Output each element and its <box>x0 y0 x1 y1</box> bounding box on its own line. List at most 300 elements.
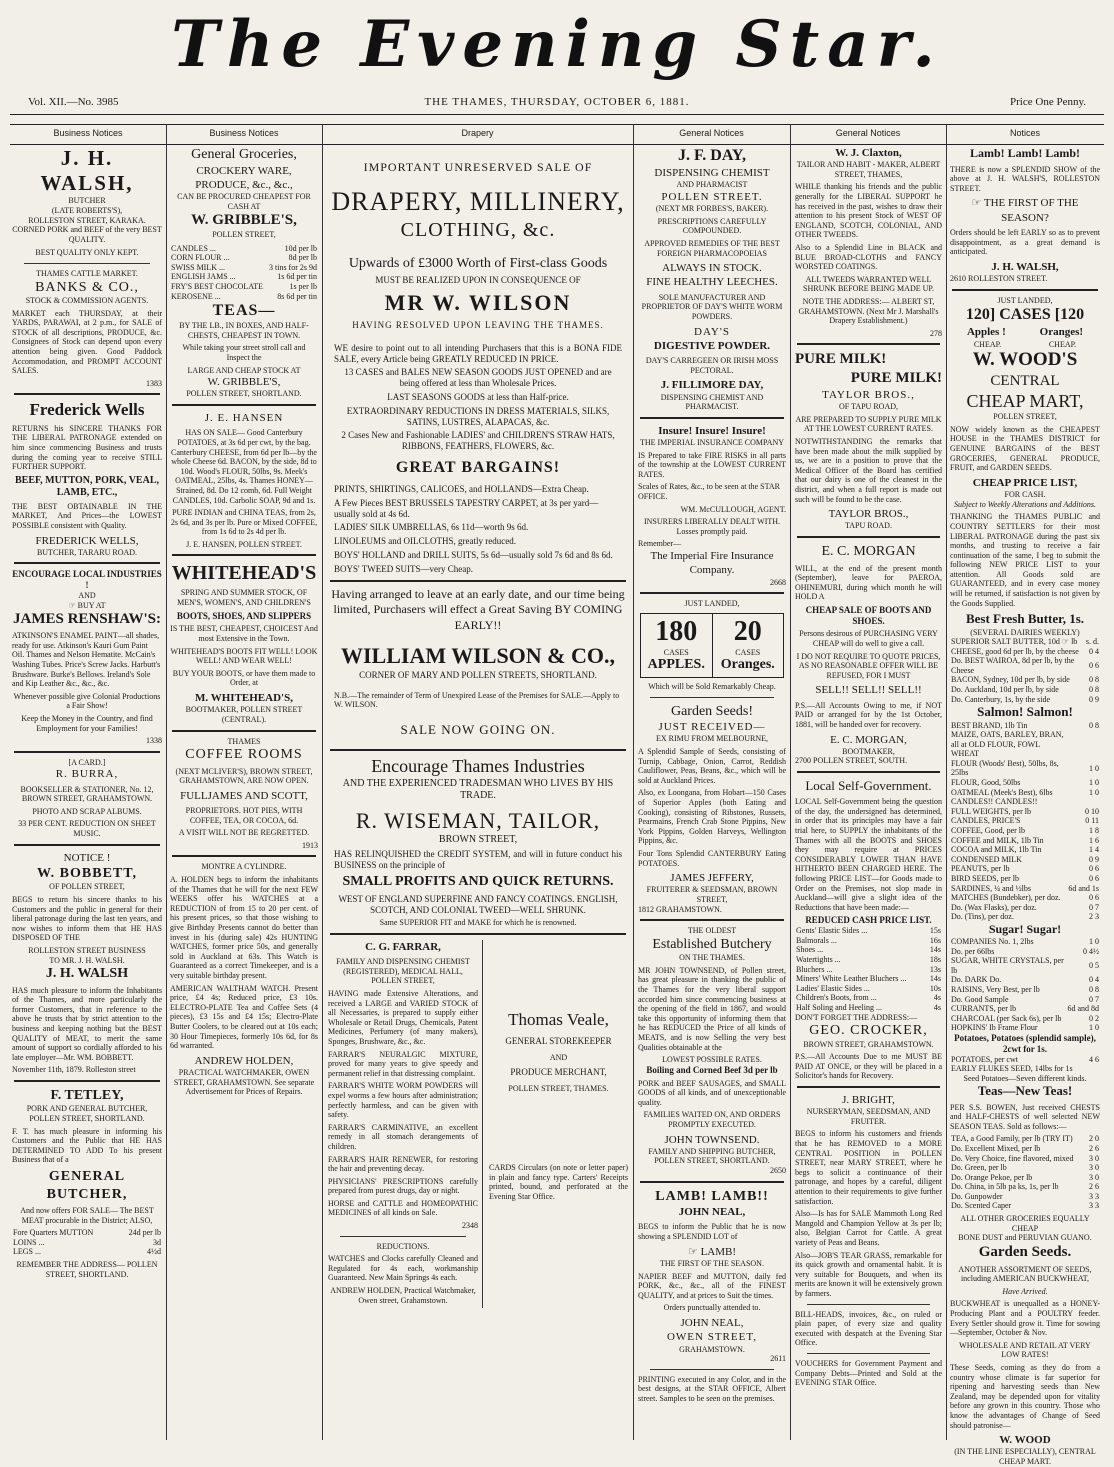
price-row <box>950 695 1100 705</box>
ad-text: LARGE AND CHEAP STOCK AT <box>187 365 301 375</box>
ad-text: (SEVERAL DAIRIES WEEKLY) <box>970 627 1080 637</box>
ad-text: (NEXT MCLIVER'S), BROWN STREET, GRAHAMSTOWN, ARE NOW OPEN. <box>175 766 313 786</box>
price-table <box>950 721 1100 922</box>
price-value: 0 10 <box>1085 806 1099 816</box>
price-item: Do. Excellent Mixed, per lb <box>951 1143 1041 1153</box>
ad-text: Seed Potatoes—Seven different kinds. <box>963 1073 1087 1083</box>
price-row <box>950 647 1100 657</box>
ad-text: POLLEN STREET, THAMES. <box>508 1083 609 1093</box>
ad-text: Same SUPERIOR FIT and MAKE for which he is renowned. <box>379 918 577 928</box>
price-row <box>950 1201 1100 1211</box>
ad-text: PER S.S. BOWEN, Just received CHESTS and HALF-CHESTS of well selected NEW SEASON TEAS. Sold as follows:— <box>950 1102 1100 1131</box>
price-row <box>950 1163 1100 1173</box>
price-row <box>950 826 1100 836</box>
ad-text: NOW widely known as the CHEAPEST HOUSE in the THAMES DISTRICT for GENUINE BARGAINS of the BEST GROCERIES, GENERAL PRODUCE, FRUIT, and GARDEN SEEDS. <box>950 424 1100 473</box>
price-table <box>950 1055 1100 1074</box>
ad-text: WEST OF ENGLAND SUPERFINE AND FANCY COATINGS. ENGLISH, SCOTCH, AND COLONIAL TWEED—WELL SHRUNK. <box>338 893 618 915</box>
ad-text: WATCHES and Clocks carefully Cleaned and Regulated for 4s each, workmanship Guaranteed. New Main Springs 4s each. <box>328 1254 478 1283</box>
volume-number: Vol. XII.—No. 3985 <box>28 96 119 108</box>
price-item: POTATOES, per cwt <box>951 1054 1018 1064</box>
price-value: 4s <box>933 1002 941 1012</box>
ad-heading: The Imperial Fire Insurance Company. <box>650 550 774 577</box>
price-row <box>950 1144 1100 1154</box>
price-value: 0 4½ <box>1083 946 1099 956</box>
price-row <box>950 1192 1100 1202</box>
price-row <box>795 945 942 955</box>
price-value: 8d per lb <box>288 253 317 263</box>
issue-date: THE THAMES, THURSDAY, OCTOBER 6, 1881. <box>424 96 690 108</box>
ad-text: Whenever possible give Colonial Productions a Fair Show! <box>13 691 161 711</box>
price-value: 4s <box>933 993 941 1003</box>
ad-text: NURSERYMAN, SEEDSMAN, AND FRUITER. <box>806 1107 931 1126</box>
price-value: 1 0 <box>1089 936 1099 946</box>
ad-text: NOTWITHSTANDING the remarks that have been made about the milk supplied by us, we are in a position to prove that the Medical Officer of the Board has certified that our dairy is one of the cleanest in the district, and when a full report is made out such will be found to be the case. <box>795 436 942 504</box>
ad-text: A Splendid Sample of Seeds, consisting of Turnip, Cabbage, Onion, Carrot, Reddish Cauliflower, Peas, Beans, &c., which will be sold at Auckland Prices. <box>638 746 786 785</box>
price-item: FULL WEIGHTS, per lb <box>951 806 1031 816</box>
price-table <box>170 244 318 302</box>
ad-heading: GENERAL BUTCHER, <box>46 1169 128 1202</box>
ad-text: IS THE BEST, CHEAPEST, CHOICEST And most Extensive in the Town. <box>170 624 318 644</box>
price-value: 0 9 <box>1089 694 1099 704</box>
price-value: 4 6 <box>1089 1054 1099 1064</box>
ad-text: THE FIRST OF THE SEASON. <box>660 1258 764 1268</box>
ad-heading: JOHN TOWNSEND. <box>664 1133 760 1146</box>
ad-text: EXTRAORDINARY REDUCTIONS IN DRESS MATERIALS, SILKS, SATINS, LUSTRES, ALAPACAS, &c. <box>346 405 610 427</box>
ad-text: EX RIMU FROM MELBOURNE, <box>655 734 768 744</box>
ad-text: THERE is now a SPLENDID SHOW of the above at J. H. WALSH'S, ROLLESTON STREET. <box>950 164 1100 193</box>
price-value: 1s 6d per tin <box>277 272 317 282</box>
ad-text: ALWAYS IN STOCK. <box>662 262 762 275</box>
price-row <box>950 836 1100 846</box>
ad-heading: GEO. CROCKER, <box>809 1023 928 1039</box>
ad-text: CORNED PORK and BEEF of the very BEST QUALITY. <box>12 225 162 244</box>
ad-text: WE desire to point out to all intending Purchasers that this is a BONA FIDE SALE, every Article being GREATLY REDUCED IN PRICE. <box>334 342 622 364</box>
price-value <box>1067 730 1100 759</box>
column-heading: Drapery <box>461 128 494 138</box>
ad-text: GENERAL STOREKEEPER <box>505 1036 612 1047</box>
ad-text: SOLE MANUFACTURER AND PROPRIETOR OF DAY'S WHITE WORM POWDERS. <box>641 292 783 321</box>
price-value: 0 7 <box>1089 902 1099 912</box>
ad-text: BOYS' TWEED SUITS—very Cheap. <box>334 563 473 574</box>
case-count: 20 <box>733 615 762 647</box>
price-item: COMPANIES No. 1, 2lbs <box>951 936 1034 946</box>
price-row <box>795 974 942 984</box>
price-item: COFFEE, Good, per lb <box>951 826 1025 836</box>
ad-text: SPRING AND SUMMER STOCK, OF MEN'S, WOMEN'S, AND CHILDREN'S <box>177 588 311 608</box>
ad-heading: W. BOBBETT, <box>36 865 138 881</box>
ad-text: REMEMBER THE ADDRESS— POLLEN STREET, SHORTLAND. <box>16 1260 158 1279</box>
price-row <box>950 1055 1100 1065</box>
ad-heading: J. H. WALSH, <box>40 146 134 196</box>
price-value: 0 6 <box>1089 661 1099 671</box>
ad-heading: COFFEE ROOMS <box>185 747 303 763</box>
price-item: SUPERIOR SALT BUTTER, 10d ☞ lb <box>951 637 1078 647</box>
column-general-notices-1 <box>638 146 786 1436</box>
ad-text: Also—Is has for SALE Mammoth Long Red Mangold and Champion Yellow at 3s per lb; also, Belgian Carrot for Cattle. A great variety of Peas and Beans. <box>795 1209 942 1248</box>
price-item: EARLY FLUKES SEED, 14lbs for 1s <box>951 1064 1073 1074</box>
ad-heading: J. H. WALSH <box>45 966 129 982</box>
ad-text: [A CARD.] <box>68 757 106 767</box>
ad-text: VOUCHERS for Government Payment and Company Debts—Printed and Sold at the EVENING STAR Office. <box>795 1358 942 1388</box>
price-value: 2 6 <box>1089 1182 1099 1192</box>
column-business-notices-1 <box>12 146 162 1436</box>
ad-text: LINOLEUMS and OILCLOTHS, greatly reduced. <box>334 536 516 547</box>
ad-text: PHOTO AND SCRAP ALBUMS. <box>32 806 142 816</box>
ad-text: A Few Pieces BEST BRUSSELS TAPESTRY CARPET, at 3s per yard—usually sold at 4s 6d. <box>334 497 599 519</box>
ad-text: ALL TWEEDS WARRANTED WELL SHRUNK BEFORE BEING MADE UP. <box>803 274 934 294</box>
ad-text: MUST BE REALIZED UPON IN CONSEQUENCE OF <box>375 274 581 285</box>
ad-text: LADIES' SILK UMBRELLAS, 6s 11d—worth 9s 6d. <box>334 522 529 533</box>
ad-text: HAS ON SALE— Good Canterbury POTATOES, at 3s 6d per cwt, by the bag. Canterbury CHEESE, from 6d per lb—by the whole Cheese 6d. BACON, by the side, 8d to 10d. Wood's FLOUR, 50lbs, 9s. Meek's OATMEAL, 25lbs, 4s. Thames HONEY—Strained, 8d. Do 12 comb, 6d. Full Weight CANDLES, 10d. Carbolic SOAP, 9d and 1s. <box>171 428 317 505</box>
price-value <box>1067 797 1100 807</box>
ad-heading: W. GRIBBLE'S, <box>207 376 281 389</box>
ad-text: THAMES CATTLE MARKET. <box>36 268 138 278</box>
column-heading: General Notices <box>835 128 901 138</box>
price-row <box>170 272 318 282</box>
ad-text: INSURERS LIBERALLY DEALT WITH. Losses promptly paid. <box>643 517 781 536</box>
price-item: COFFEE and MILK, 1lb Tin <box>951 835 1044 845</box>
ad-text: HORSE and CATTLE and HOMEOPATHIC MEDICINES of all kinds on Sale. <box>328 1198 478 1218</box>
price-value: 0 4 <box>1089 975 1099 985</box>
ad-text: TAPU ROAD. <box>845 521 892 531</box>
ad-text: ALL OTHER GROCERIES EQUALLY CHEAP <box>960 1214 1090 1233</box>
ad-heading: Insure! Insure! Insure! <box>658 424 766 437</box>
price-value: 1 0 <box>1089 787 1099 797</box>
ad-text: CHEAP SALE OF BOOTS AND SHOES. <box>805 604 932 626</box>
column-divider <box>166 124 167 1440</box>
price-item: MAIZE, OATS, BARLEY, BRAN, all at OLD FLOUR, FOWL WHEAT <box>951 730 1064 759</box>
ad-text: Orders punctually attended to. <box>663 1303 761 1313</box>
price-item: Do. per 66lbs <box>951 946 995 956</box>
price-item: SUGAR, WHITE CRYSTALS, per lb <box>951 956 1064 975</box>
ad-text: IMPORTANT UNRESERVED SALE OF <box>363 160 593 174</box>
ad-text: CHEAP. <box>973 339 1002 349</box>
ad-heading: DRAPERY, MILLINERY, <box>331 186 625 216</box>
price-item: KEROSENE ... <box>171 291 221 301</box>
ad-text: LAST SEASONS GOODS at less than Half-price. <box>387 392 569 403</box>
ad-text: FAMILIES WAITED ON, AND ORDERS PROMPTLY EXECUTED. <box>643 1110 781 1129</box>
price-row <box>950 956 1100 975</box>
column-drapery <box>328 146 628 1436</box>
ad-text: TAILOR AND HABIT - MAKER, ALBERT STREET, THAMES, <box>796 160 941 179</box>
ad-text: 13 CASES and BALES NEW SEASON GOODS JUST OPENED and are being offered at less than Wholesale Prices. <box>344 367 612 389</box>
newspaper-title: The Evening Star. <box>171 7 943 82</box>
ad-text: Remember— <box>638 539 682 549</box>
price-item: CHEESE, good 6d per lb, by the cheese <box>951 646 1079 656</box>
ad-text: These Seeds, coming as they do from a country whose climate is far superior for ripening and harvesting seeds than New Zealand, may be depended upon for vitality before any grown in this country. Those who know the advantages of Change of Seed should patronise— <box>950 1362 1100 1430</box>
ad-text: Apples ! <box>966 326 1006 339</box>
price-row <box>950 797 1100 807</box>
ad-text: THE BEST OBTAINABLE IN THE MARKET, And Prices—the LOWEST POSSIBLE consistent with Quality. <box>12 501 162 530</box>
price-row <box>950 1182 1100 1192</box>
ad-text: N.B.—The remainder of Term of Unexpired Lease of the Premises for SALE.—Apply to W. WILSON. <box>334 690 620 710</box>
ad-text: Oranges! <box>1039 326 1084 339</box>
price-item: Do. Gunpowder <box>951 1191 1003 1201</box>
price-row <box>795 926 942 936</box>
ad-text: RETURNS his SINCERE THANKS FOR THE LIBERAL PATRONAGE extended on him since commencing Business and trusts during the coming year to receive STILL FURTHER SUPPORT. <box>12 423 162 472</box>
header-rule <box>10 114 1104 115</box>
ad-text: Which will be Sold Remarkably Cheap. <box>648 682 776 691</box>
price-row <box>170 253 318 263</box>
ad-heading: GREAT BARGAINS! <box>395 459 561 477</box>
price-value <box>1087 1064 1100 1074</box>
ad-heading: Thomas Veale, <box>508 1009 609 1029</box>
ad-heading: TAYLOR BROS., <box>822 388 915 401</box>
ad-text: THAMES <box>227 736 261 746</box>
ad-heading: Garden Seeds! <box>670 703 754 719</box>
price-value: 2 3 <box>1089 912 1099 922</box>
ad-text: F. T. has much pleasure in informing his Customers and the Public that HE HAS DETERMINED TO ADD To his present Business that of a <box>12 1126 162 1165</box>
ad-heading: W. WOOD'S <box>972 349 1078 371</box>
price-row <box>950 759 1100 778</box>
ad-text: I DO NOT REQUIRE TO QUOTE PRICES, AS NO REASONABLE OFFER WILL BE REFUSED, FOR I MUST <box>796 651 941 680</box>
price-item: BIRD SEEDS, per lb <box>951 874 1019 883</box>
ad-heading: J. H. WALSH, <box>991 260 1059 273</box>
price-value: 4½d <box>147 1247 161 1257</box>
ad-text: OF TAPU ROAD, <box>839 402 898 412</box>
ad-text: Subject to Weekly Alterations and Additions. <box>953 499 1097 509</box>
ad-heading: SELL!! SELL!! SELL!! <box>815 684 922 697</box>
price-row <box>950 656 1100 675</box>
column-heading: Notices <box>1009 128 1040 138</box>
ad-heading: Established Butchery <box>652 936 772 952</box>
ad-heading: Potatoes, Potatoes (splendid sample), 2cwt for 1s. <box>954 1032 1096 1054</box>
ad-number: 1338 <box>146 736 162 746</box>
price-row <box>950 912 1100 922</box>
ad-text: Having arranged to leave at an early date, and our time being limited, Purchasers will effect a Great Saving BY COMING EARLY!! <box>331 586 625 632</box>
price-row <box>950 637 1100 647</box>
price-item: SWISS MILK ... <box>171 262 226 272</box>
price-row <box>950 685 1100 695</box>
price-row <box>170 263 318 273</box>
ad-text: Have Arrived. <box>1002 1286 1048 1296</box>
ad-text: NAPIER BEEF and MUTTON, daily fed PORK, &c., &c., all of the FINEST QUALITY, and at prices to Suit the times. <box>638 1271 786 1300</box>
ad-text: BOYS' HOLLAND and DRILL SUITS, 5s 6d—usually sold 7s 6d and 8s 6d. <box>334 550 613 561</box>
price-value: 18s <box>929 954 941 964</box>
ad-text: CORNER OF MARY AND POLLEN STREETS, SHORTLAND. <box>359 669 597 680</box>
ad-number: 1812 GRAHAMSTOWN. <box>638 904 722 914</box>
ad-heading: WHITEHEAD'S <box>171 562 317 585</box>
ad-text: Keep the Money in the Country, and find Employment for your Families! <box>21 713 153 733</box>
ad-text: DAY'S <box>694 325 730 338</box>
price-row <box>950 1134 1100 1144</box>
price-item: CANDLES, PRICE'S <box>951 816 1021 826</box>
ad-text: JUST LANDED, <box>684 599 740 609</box>
price-value: 2 0 <box>1089 1134 1099 1144</box>
ad-heading: J. F. DAY, <box>677 147 747 164</box>
ad-heading: 120] CASES [120 <box>965 306 1085 324</box>
ad-text: Scales of Rates, &c., to be seen at the STAR OFFICE. <box>638 482 780 502</box>
price-value: 24d per lb <box>128 1228 161 1238</box>
ad-text: PORK AND GENERAL BUTCHER, POLLEN STREET, SHORTLAND. <box>26 1104 148 1124</box>
ad-heading: Lamb! Lamb! Lamb! <box>969 146 1080 160</box>
ad-text: FARRAR'S HAIR RENEWER, for restoring the hair and preventing decay. <box>328 1154 478 1174</box>
ad-text: CROCKERY WARE, PRODUCE, &c., &c., <box>195 164 293 191</box>
ad-text: BUTCHER, TARARU ROAD. <box>36 547 138 557</box>
price-item: Ladies' Elastic Sides ... <box>796 983 870 993</box>
ad-heading: F. TETLEY, <box>50 1087 124 1103</box>
ad-text: Orders should be left EARLY so as to prevent disappointment, as a great demand is anticipated. <box>950 227 1100 257</box>
price-value: 3 0 <box>1089 1163 1099 1173</box>
ad-text: FINE HEALTHY LEECHES. <box>646 276 778 289</box>
ad-number: 1913 <box>302 840 318 850</box>
ad-text: A VISIT WILL NOT BE REGRETTED. <box>178 828 310 838</box>
ad-heading: E. C. MORGAN, <box>830 733 907 746</box>
ad-text: Also—JOB'S TEAR GRASS, remarkable for its quick growth and ornamental habit. It is very suitable for Bouquets, and when its merits are known it will be extensively grown by farmers. <box>795 1250 942 1298</box>
price-item: Do. Green, per lb <box>951 1163 1007 1173</box>
ad-text: BEST QUALITY ONLY KEPT. <box>35 248 139 258</box>
ad-text: BOOTS, SHOES, AND SLIPPERS <box>176 610 312 621</box>
price-value: 0 5 <box>1089 960 1099 970</box>
price-row <box>950 816 1100 826</box>
price-value: 16s <box>929 935 941 945</box>
price-value: 13s <box>929 964 941 974</box>
ad-text: BUTCHER <box>68 196 106 206</box>
column-general-notices-2 <box>795 146 942 1436</box>
ad-text: BY THE LB., IN BOXES, AND HALF-CHESTS, CHEAPEST IN TOWN. <box>179 321 309 340</box>
price-value: 3 0 <box>1089 1172 1099 1182</box>
price-row <box>795 965 942 975</box>
ad-text: PRODUCE MERCHANT, <box>510 1066 607 1077</box>
price-row <box>950 884 1100 894</box>
ad-heading: J. BRIGHT, <box>842 1094 895 1106</box>
price-value: 14s <box>929 974 941 984</box>
ad-heading: R. WISEMAN, TAILOR, <box>355 807 601 833</box>
ad-heading: CHEAP MART, <box>966 390 1084 411</box>
price-value: 3 3 <box>1089 1191 1099 1201</box>
price-item: CANDLES!! CANDLES!! <box>951 797 1038 807</box>
case-count: 180 <box>655 615 698 647</box>
fruit-label: APPLES. <box>647 657 705 673</box>
price-value: 1 0 <box>1089 778 1099 788</box>
price-item: PEANUTS, per lb <box>951 864 1010 874</box>
ad-number: 278 <box>930 328 942 338</box>
price-item: OATMEAL (Meek's Best), 6lbs <box>951 787 1053 797</box>
apples-cell <box>641 614 712 677</box>
price-value: 0 2 <box>1089 1013 1099 1023</box>
ad-heading: M. WHITEHEAD'S, <box>195 692 293 705</box>
ad-heading: REDUCTIONS. <box>376 1241 430 1251</box>
ad-text: ROLLESTON STREET, KARAKA. <box>28 215 146 225</box>
ad-heading: J. FILLIMORE DAY, <box>660 379 764 392</box>
ad-text: AND PHARMACIST <box>676 180 748 190</box>
price-row <box>795 955 942 965</box>
price-value: 6d and 1s <box>1068 883 1099 893</box>
ad-heading: LAMB! LAMB!! <box>655 1188 769 1204</box>
ad-text: ARE PREPARED TO SUPPLY PURE MILK AT THE LOWEST CURRENT RATES. <box>795 414 942 434</box>
price-value: 10s <box>929 983 941 993</box>
ad-text: THE OLDEST <box>687 926 737 936</box>
price-row <box>795 984 942 994</box>
ad-text: While taking your street stroll call and Inspect the <box>182 343 306 362</box>
price-row <box>950 1154 1100 1164</box>
price-row <box>170 292 318 302</box>
ad-text: ANOTHER ASSORTMENT OF SEEDS, including AMERICAN BUCKWHEAT, <box>958 1264 1092 1284</box>
ad-heading: Sugar! Sugar! <box>988 921 1062 936</box>
ad-text: (NEXT MR FORBES'S, BAKER). <box>655 204 769 214</box>
ad-text: Also to a Splendid Line in BLACK and BLUE BROAD-CLOTHS and FANCY WORSTED COATINGS. <box>795 243 942 272</box>
column-notices <box>950 146 1100 1466</box>
ad-number: 2668 <box>770 577 786 587</box>
price-item: Do. BEST WAIROA, 8d per lb, by the Cheese <box>951 656 1075 675</box>
price-item: Watertights ... <box>796 954 841 964</box>
ad-text: LOWEST POSSIBLE RATES. <box>662 1055 762 1065</box>
price-item: CURRANTS, per lb <box>951 1004 1017 1014</box>
case-label: CASES <box>735 647 761 657</box>
ad-text: P.S.—All Accounts Owing to me, if NOT PAID or arranged for by the 1st October, 1881, will be handed over for recovery. <box>795 700 942 729</box>
ad-heading: Encourage Thames Industries <box>371 756 585 777</box>
fruit-box <box>640 613 784 678</box>
ad-text: ATKINSON'S ENAMEL PAINT—all shades, ready for use. Atkinson's Kauri Gum Paint Oil. Thames and Nelson Hematite. McCain's Washing Tubes. Price's Screw Jacks. Harbutt's Brushware. Burke's Bellows. Ireland's Sole and Kip Leather &c., &c., &c. <box>12 631 161 689</box>
oranges-cell <box>712 614 784 677</box>
price-item: Do. China, in 5lb pa ks, 1s, per lb <box>951 1182 1059 1192</box>
ad-text: PROPRIETORS. HOT PIES, WITH COFFEE, TEA, OR COCOA, 6d. <box>185 806 303 825</box>
price-item: FLOUR (Woods' Best), 50lbs, 8s, 25lbs <box>951 758 1059 778</box>
price-row <box>950 807 1100 817</box>
ad-heading: J. E. HANSEN <box>204 412 284 425</box>
price-value: 1 0 <box>1089 763 1099 773</box>
price-item: LEGS ... <box>13 1247 41 1257</box>
ad-text: BROWN STREET, GRAHAMSTOWN. <box>803 1039 934 1049</box>
ad-heading: FULLJAMES AND SCOTT, <box>180 789 308 802</box>
price-row <box>950 1014 1100 1024</box>
price-item: Miners' White Leather Bluchers ... <box>796 974 907 984</box>
ad-text: PRACTICAL WATCHMAKER, OWEN STREET, GRAHAMSTOWN. See separate Advertisement for Prices of Repairs. <box>173 1068 315 1097</box>
header-rule-2 <box>10 124 1104 125</box>
ad-text: BEGS to inform the Public that he is now showing a SPLENDID LOT of <box>638 1222 786 1242</box>
ad-text: BUCKWHEAT is unequalled as a HONEY-Producing Plant and a POULTRY feeder. Every Settler should grow it. Time for sowing—September, October & Nov. <box>950 1299 1100 1338</box>
price-value: 0 8 <box>1089 720 1099 730</box>
ad-heading: FREDERICK WELLS, <box>35 534 139 547</box>
price-item: CHARCOAL (per Sack 6s), per lb <box>951 1013 1062 1023</box>
ad-text: AMERICAN WALTHAM WATCH. Present price, £4 4s; Reduced price, £3 10s. ELECTRO-PLATE Tea and Coffee Sets (4 pieces), £3 15s and £4 15s; Electro-Plate Butter Coolers, to be cleared out at 10s each; 30 Hour Timepieces, formerly 10s 6d, for 8s 6d warranted. <box>170 983 318 1051</box>
price-row <box>950 845 1100 855</box>
ad-number: 2610 ROLLESTON STREET. <box>950 274 1048 284</box>
ad-number: 2700 POLLEN STREET, SOUTH. <box>795 756 908 766</box>
ad-text: DISPENSING CHEMIST AND PHARMACIST. <box>660 392 764 412</box>
price-row <box>950 864 1100 874</box>
ad-number: 2611 <box>770 1354 786 1364</box>
price-item: Do. Auckland, 10d per lb, by side <box>951 685 1059 695</box>
price-value: 3d <box>153 1237 161 1247</box>
price-item: Shoes ... <box>796 945 824 955</box>
price-table <box>950 937 1100 1033</box>
ad-text: HAS much pleasure to inform the Inhabitants of the Thames, and more particularly the former Customers, that in reference to the above he trusts that by strict attention to the business and keeping nothing but the BEST QUALITY of MEAT, to merit the same amount of support so cordially afforded to his late employer—Mr. WM. BOBBETT. <box>12 985 162 1062</box>
ad-text: JUST LANDED, <box>997 295 1053 305</box>
price-row <box>950 1023 1100 1033</box>
ad-text: IS Prepared to take FIRE RISKS in all parts of the township at the LOWEST CURRENT RATES. <box>638 450 786 479</box>
price-value: 3 tins for 2s 9d <box>269 262 317 272</box>
price-row <box>950 903 1100 913</box>
ad-text: HAS RELINQUISHED the CREDIT SYSTEM, and will in future conduct his BUSINESS on the principle of <box>334 849 622 871</box>
ad-text: HAVING RESOLVED UPON LEAVING THE THAMES. <box>352 320 604 331</box>
price-row <box>950 721 1100 731</box>
ad-heading: Teas—New Teas! <box>977 1083 1073 1099</box>
price-row <box>795 993 942 1003</box>
ad-text: Boiling and Corned Beef 3d per lb <box>646 1064 778 1075</box>
price-item: Fore Quarters MUTTON <box>13 1228 94 1238</box>
price-value: 2 6 <box>1089 1143 1099 1153</box>
ad-text: ANDREW HOLDEN, Practical Watchmaker, Owen street, Grahamstown. <box>330 1286 476 1305</box>
price-item: FLOUR, Good, 50lbs <box>951 778 1021 788</box>
ad-heading: R. BURRA, <box>55 768 119 781</box>
price-table <box>12 1228 162 1257</box>
price-value: 14s <box>929 945 941 955</box>
price-table <box>950 1134 1100 1211</box>
ad-text: WILL, at the end of the present month (September), leave for PAEROA, OHINEMURI, during which month he will HOLD A <box>795 563 942 602</box>
price-value: 0 11 <box>1085 816 1099 826</box>
ad-text: FARRAR'S WHITE WORM POWDERS will expel worms a few hours after administration; perfectly harmless, and can be given with safety. <box>328 1081 478 1120</box>
